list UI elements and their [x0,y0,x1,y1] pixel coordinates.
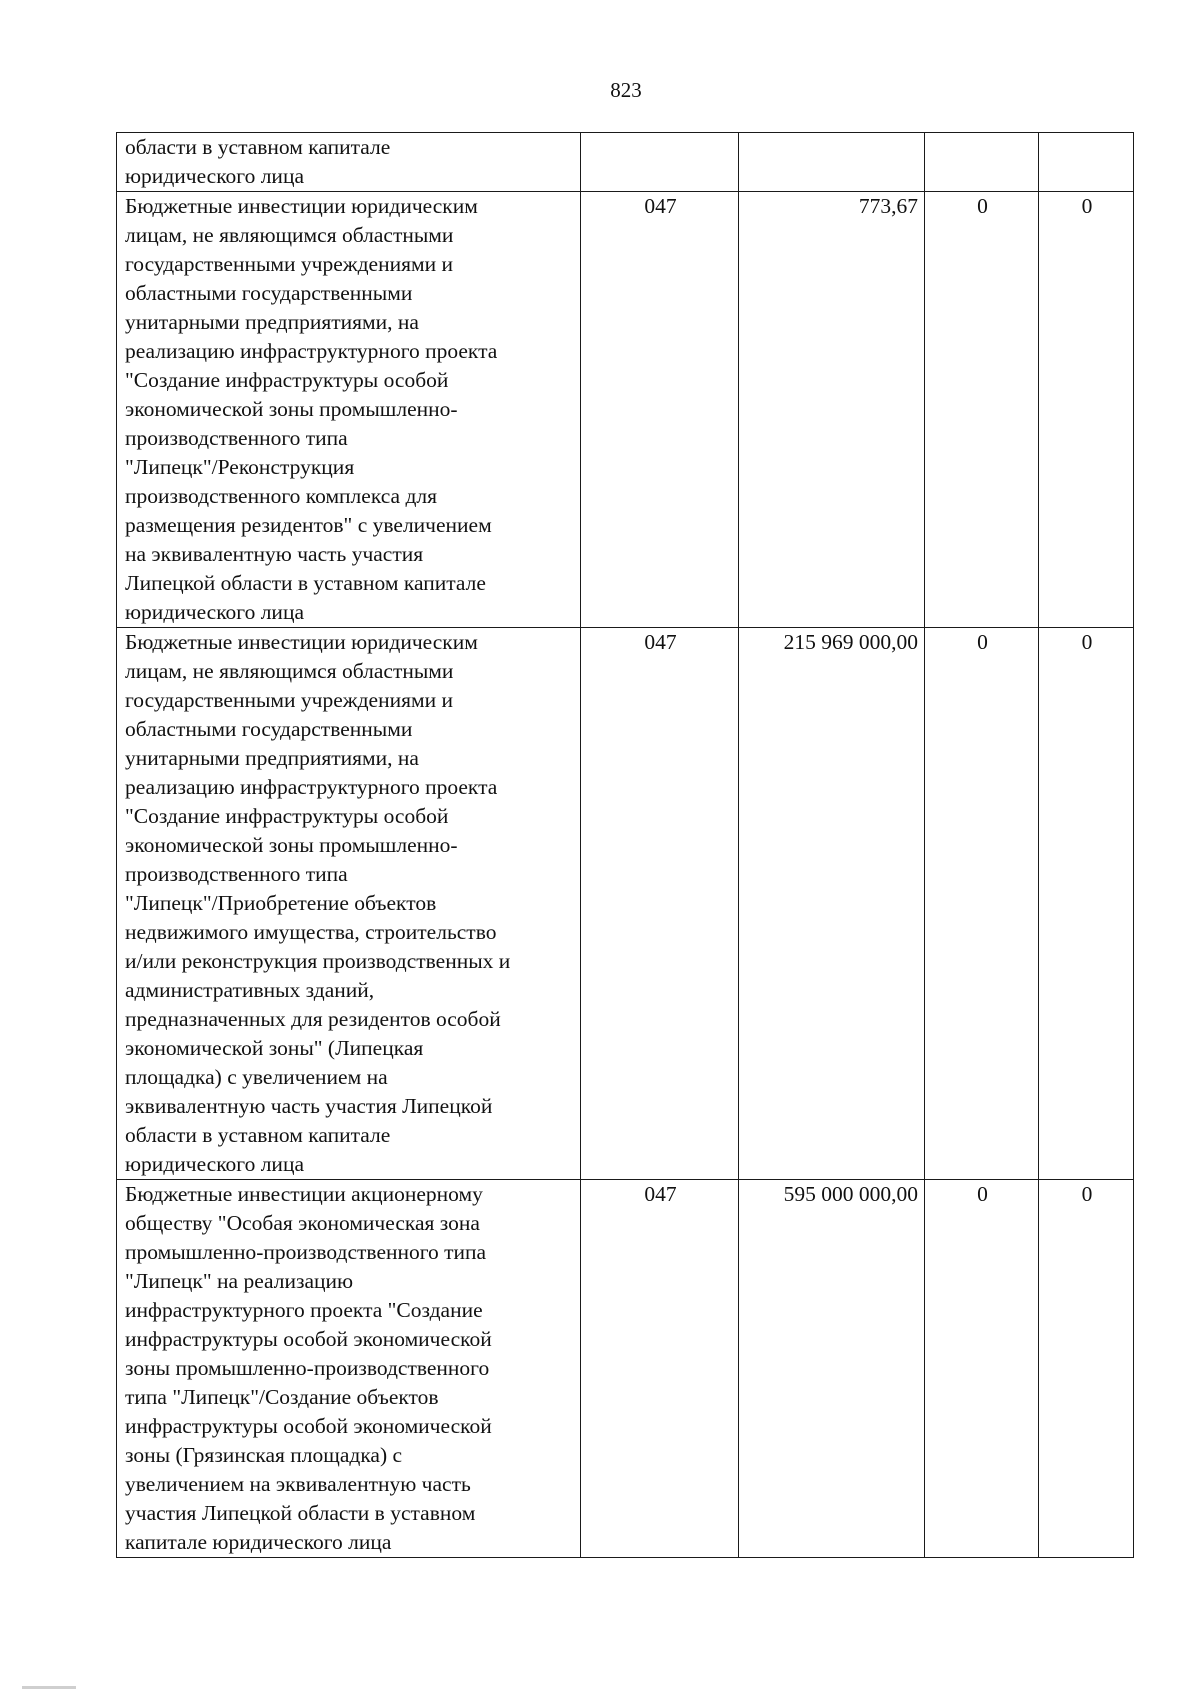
page-number: 823 [610,78,642,102]
row-amount: 215 969 000,00 [739,628,925,1180]
row-code: 047 [581,1180,739,1558]
row-year3-amount: 0 [1039,1180,1134,1558]
row-code: 047 [581,192,739,628]
budget-investments-table [116,132,1134,1558]
row-code: 047 [581,628,739,1180]
row-description: области в уставном капитале юридического лица [117,133,581,192]
row-year3-amount: 0 [1039,628,1134,1180]
table-row [117,133,1134,192]
row-year2-amount: 0 [925,1180,1039,1558]
table-row [117,192,1134,628]
row-year3-amount [1039,133,1134,192]
row-amount: 773,67 [739,192,925,628]
row-year2-amount: 0 [925,628,1039,1180]
table-row [117,1180,1134,1558]
row-year2-amount: 0 [925,192,1039,628]
row-code [581,133,739,192]
row-description: Бюджетные инвестиции юридическим лицам, не являющимся областными государственными учреждениями и областными государственными унитарными предприятиями, на реализацию инфраструктурного проекта "Создание инфраструктуры особой экономической зоны промышленно- производственного типа "Липецк"/Приобретение объектов недвижимого имущества, строительство и/или реконструкция производственных и административных зданий, предназначенных для резидентов особой экономической зоны" (Липецкая площадка) с увеличением на эквивалентную часть участия Липецкой области в уставном капитале юридического лица [117,628,581,1180]
table-row [117,628,1134,1180]
row-year2-amount [925,133,1039,192]
row-year3-amount: 0 [1039,192,1134,628]
row-amount [739,133,925,192]
row-amount: 595 000 000,00 [739,1180,925,1558]
scan-edge-mark [22,1686,76,1689]
row-description: Бюджетные инвестиции акционерному обществу "Особая экономическая зона промышленно-производственного типа "Липецк" на реализацию инфраструктурного проекта "Создание инфраструктуры особой экономической зоны промышленно-производственного типа "Липецк"/Создание объектов инфраструктуры особой экономической зоны (Грязинская площадка) с увеличением на эквивалентную часть участия Липецкой области в уставном капитале юридического лица [117,1180,581,1558]
row-description: Бюджетные инвестиции юридическим лицам, не являющимся областными государственными учреждениями и областными государственными унитарными предприятиями, на реализацию инфраструктурного проекта "Создание инфраструктуры особой экономической зоны промышленно- производственного типа "Липецк"/Реконструкция производственного комплекса для размещения резидентов" с увеличением на эквивалентную часть участия Липецкой области в уставном капитале юридического лица [117,192,581,628]
